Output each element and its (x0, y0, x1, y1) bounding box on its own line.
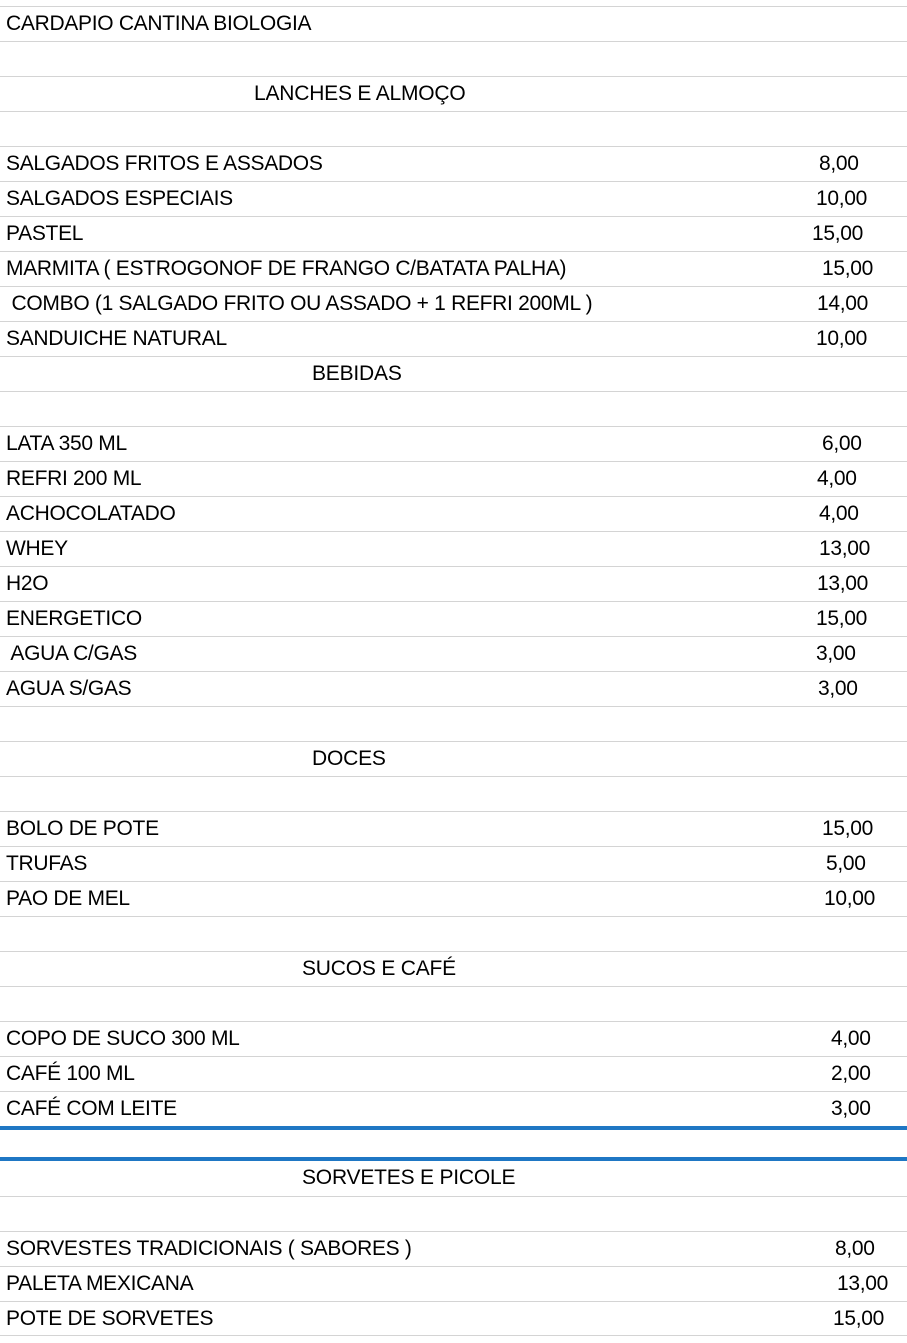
menu-item-row[interactable] (0, 461, 907, 496)
section-heading-bebidas: BEBIDAS (312, 362, 402, 385)
section-heading-lanches: LANCHES E ALMOÇO (254, 82, 466, 105)
row-empty[interactable] (0, 41, 907, 76)
item-price: 4,00 (819, 502, 859, 525)
item-price: 4,00 (831, 1027, 871, 1050)
item-price: 13,00 (837, 1272, 889, 1295)
menu-item-row[interactable] (0, 426, 907, 461)
item-label: TRUFAS (6, 852, 88, 875)
item-price: 10,00 (816, 327, 868, 350)
item-price: 5,00 (826, 852, 866, 875)
item-price: 13,00 (817, 572, 869, 595)
menu-item-row[interactable] (0, 881, 907, 916)
row-section-heading[interactable] (0, 741, 907, 776)
menu-item-row[interactable] (0, 1301, 907, 1336)
item-label: SANDUICHE NATURAL (6, 327, 227, 350)
item-label: SALGADOS ESPECIAIS (6, 187, 233, 210)
item-price: 13,00 (819, 537, 871, 560)
menu-item-row[interactable] (0, 1021, 907, 1056)
item-price: 15,00 (833, 1307, 885, 1330)
menu-item-row[interactable] (0, 286, 907, 321)
row-section-heading[interactable] (0, 951, 907, 986)
row-empty[interactable] (0, 916, 907, 951)
item-price: 8,00 (835, 1237, 875, 1260)
section-heading-doces: DOCES (312, 747, 386, 770)
menu-item-row[interactable] (0, 566, 907, 601)
item-price: 15,00 (812, 222, 864, 245)
row-section-heading[interactable] (0, 1161, 907, 1196)
item-price: 8,00 (819, 152, 859, 175)
row-section-heading[interactable] (0, 356, 907, 391)
section-heading-sucos: SUCOS E CAFÉ (302, 957, 456, 980)
item-label: COMBO (1 SALGADO FRITO OU ASSADO + 1 REFRI 200ML ) (6, 292, 593, 315)
item-price: 15,00 (816, 607, 868, 630)
item-label: COPO DE SUCO 300 ML (6, 1027, 240, 1050)
menu-item-row[interactable] (0, 1091, 907, 1126)
item-price: 3,00 (816, 642, 856, 665)
menu-item-row[interactable] (0, 531, 907, 566)
item-label: AGUA C/GAS (6, 642, 137, 665)
item-label: SORVESTES TRADICIONAIS ( SABORES ) (6, 1237, 412, 1260)
item-price: 14,00 (817, 292, 869, 315)
item-label: CAFÉ COM LEITE (6, 1097, 177, 1120)
menu-item-row[interactable] (0, 846, 907, 881)
menu-item-row[interactable] (0, 146, 907, 181)
menu-item-row[interactable] (0, 636, 907, 671)
item-price: 3,00 (818, 677, 858, 700)
row-title[interactable] (0, 6, 907, 41)
item-label: PALETA MEXICANA (6, 1272, 194, 1295)
menu-item-row[interactable] (0, 811, 907, 846)
item-price: 10,00 (824, 887, 876, 910)
menu-item-row[interactable] (0, 1056, 907, 1091)
item-price: 15,00 (822, 817, 874, 840)
menu-item-row[interactable] (0, 601, 907, 636)
item-label: AGUA S/GAS (6, 677, 132, 700)
item-price: 2,00 (831, 1062, 871, 1085)
row-empty[interactable] (0, 776, 907, 811)
item-label: ACHOCOLATADO (6, 502, 176, 525)
item-label: PAO DE MEL (6, 887, 130, 910)
item-label: REFRI 200 ML (6, 467, 142, 490)
menu-item-row[interactable] (0, 671, 907, 706)
item-label: LATA 350 ML (6, 432, 127, 455)
menu-item-row[interactable] (0, 496, 907, 531)
item-label: POTE DE SORVETES (6, 1307, 214, 1330)
item-label: PASTEL (6, 222, 84, 245)
row-empty[interactable] (0, 391, 907, 426)
row-empty[interactable] (0, 111, 907, 146)
item-label: WHEY (6, 537, 68, 560)
item-price: 6,00 (822, 432, 862, 455)
item-label: CAFÉ 100 ML (6, 1062, 135, 1085)
menu-item-row[interactable] (0, 251, 907, 286)
item-label: SALGADOS FRITOS E ASSADOS (6, 152, 323, 175)
menu-item-row[interactable] (0, 1266, 907, 1301)
item-price: 10,00 (816, 187, 868, 210)
section-heading-sorvetes: SORVETES E PICOLE (302, 1166, 516, 1189)
row-empty[interactable] (0, 706, 907, 741)
row-section-heading[interactable] (0, 76, 907, 111)
row-empty[interactable] (0, 1196, 907, 1231)
item-label: H2O (6, 572, 49, 595)
item-label: MARMITA ( ESTROGONOF DE FRANGO C/BATATA PALHA) (6, 257, 567, 280)
menu-title: CARDAPIO CANTINA BIOLOGIA (6, 12, 312, 35)
menu-item-row[interactable] (0, 1231, 907, 1266)
item-label: ENERGETICO (6, 607, 142, 630)
item-label: BOLO DE POTE (6, 817, 159, 840)
item-price: 3,00 (831, 1097, 871, 1120)
row-empty[interactable] (0, 986, 907, 1021)
row-empty-selected[interactable] (0, 1126, 907, 1161)
item-price: 15,00 (822, 257, 874, 280)
menu-item-row[interactable] (0, 216, 907, 251)
item-price: 4,00 (817, 467, 857, 490)
menu-item-row[interactable] (0, 321, 907, 356)
menu-item-row[interactable] (0, 181, 907, 216)
